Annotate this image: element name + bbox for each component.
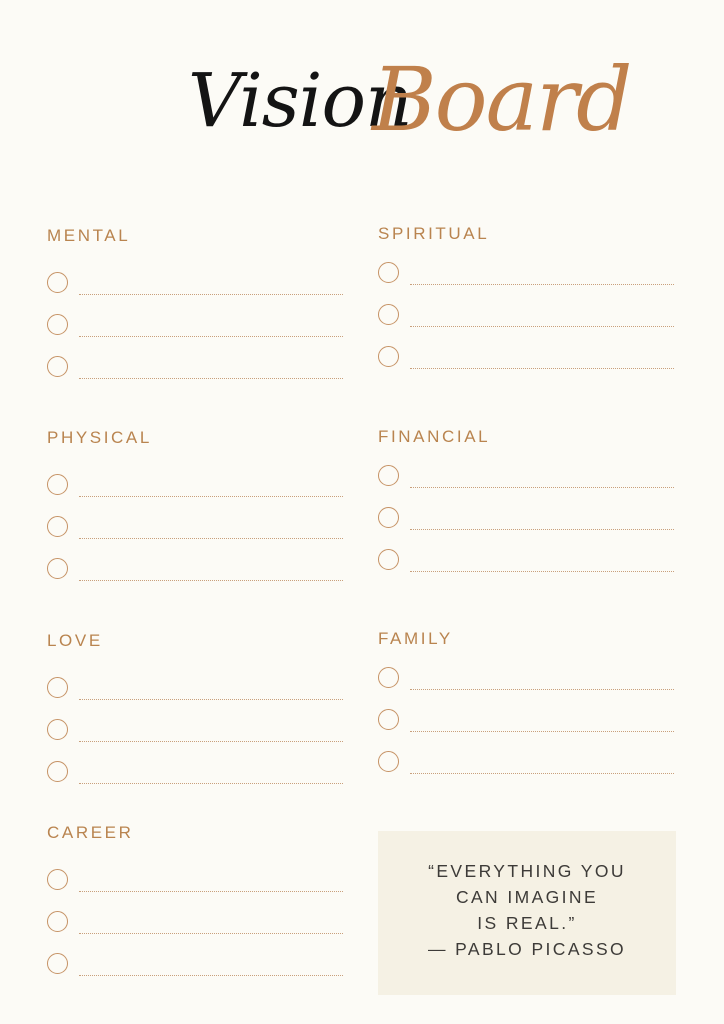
entry-line[interactable] <box>79 336 343 337</box>
checkbox-circle[interactable] <box>378 709 399 730</box>
list-item[interactable] <box>47 869 347 897</box>
page-title <box>0 30 724 180</box>
section-heading: CAREER <box>47 823 134 842</box>
entry-line[interactable] <box>79 378 343 379</box>
entry-line[interactable] <box>79 294 343 295</box>
entry-line[interactable] <box>79 783 343 784</box>
title-board: Board <box>372 48 631 151</box>
list-item[interactable] <box>378 751 678 779</box>
entry-line[interactable] <box>410 571 674 572</box>
entry-line[interactable] <box>79 933 343 934</box>
checkbox-circle[interactable] <box>47 719 68 740</box>
quote-attribution: — PABLO PICASSO <box>427 939 627 959</box>
entry-line[interactable] <box>410 529 674 530</box>
entry-line[interactable] <box>410 284 674 285</box>
entry-line[interactable] <box>79 538 343 539</box>
quote-line-2: CAN IMAGINE <box>455 887 599 907</box>
checkbox-circle[interactable] <box>378 507 399 528</box>
entry-line[interactable] <box>79 580 343 581</box>
entry-line[interactable] <box>410 689 674 690</box>
checkbox-circle[interactable] <box>47 272 68 293</box>
list-item[interactable] <box>378 346 678 374</box>
list-item[interactable] <box>378 304 678 332</box>
entry-line[interactable] <box>410 487 674 488</box>
section-heading: FINANCIAL <box>378 427 491 446</box>
checkbox-circle[interactable] <box>378 304 399 325</box>
checkbox-circle[interactable] <box>47 953 68 974</box>
checkbox-circle[interactable] <box>47 356 68 377</box>
checkbox-circle[interactable] <box>378 751 399 772</box>
section-heading: PHYSICAL <box>47 428 152 447</box>
list-item[interactable] <box>47 272 347 300</box>
list-item[interactable] <box>47 356 347 384</box>
list-item[interactable] <box>378 262 678 290</box>
checkbox-circle[interactable] <box>47 869 68 890</box>
list-item[interactable] <box>47 761 347 789</box>
checkbox-circle[interactable] <box>47 474 68 495</box>
entry-line[interactable] <box>79 891 343 892</box>
quote-line-3: IS REAL.” <box>477 913 577 933</box>
section-heading: LOVE <box>47 631 103 650</box>
list-item[interactable] <box>378 465 678 493</box>
checkbox-circle[interactable] <box>378 262 399 283</box>
section-heading: MENTAL <box>47 226 131 245</box>
checkbox-circle[interactable] <box>378 346 399 367</box>
checkbox-circle[interactable] <box>47 516 68 537</box>
entry-line[interactable] <box>410 326 674 327</box>
entry-line[interactable] <box>410 773 674 774</box>
quote-line-1: “EVERYTHING YOU <box>428 861 626 881</box>
checkbox-circle[interactable] <box>378 667 399 688</box>
checkbox-circle[interactable] <box>47 677 68 698</box>
checkbox-circle[interactable] <box>47 558 68 579</box>
entry-line[interactable] <box>79 741 343 742</box>
list-item[interactable] <box>47 953 347 981</box>
list-item[interactable] <box>47 719 347 747</box>
list-item[interactable] <box>378 507 678 535</box>
list-item[interactable] <box>47 314 347 342</box>
entry-line[interactable] <box>79 975 343 976</box>
entry-line[interactable] <box>410 368 674 369</box>
quote-box <box>378 831 676 995</box>
checkbox-circle[interactable] <box>47 314 68 335</box>
checkbox-circle[interactable] <box>47 911 68 932</box>
section-heading: FAMILY <box>378 629 453 648</box>
list-item[interactable] <box>47 474 347 502</box>
list-item[interactable] <box>47 558 347 586</box>
list-item[interactable] <box>47 677 347 705</box>
list-item[interactable] <box>378 549 678 577</box>
list-item[interactable] <box>378 709 678 737</box>
checkbox-circle[interactable] <box>378 549 399 570</box>
list-item[interactable] <box>47 516 347 544</box>
list-item[interactable] <box>378 667 678 695</box>
list-item[interactable] <box>47 911 347 939</box>
section-heading: SPIRITUAL <box>378 224 490 243</box>
entry-line[interactable] <box>79 496 343 497</box>
checkbox-circle[interactable] <box>378 465 399 486</box>
checkbox-circle[interactable] <box>47 761 68 782</box>
title-vision: Vision <box>188 58 412 144</box>
entry-line[interactable] <box>79 699 343 700</box>
entry-line[interactable] <box>410 731 674 732</box>
